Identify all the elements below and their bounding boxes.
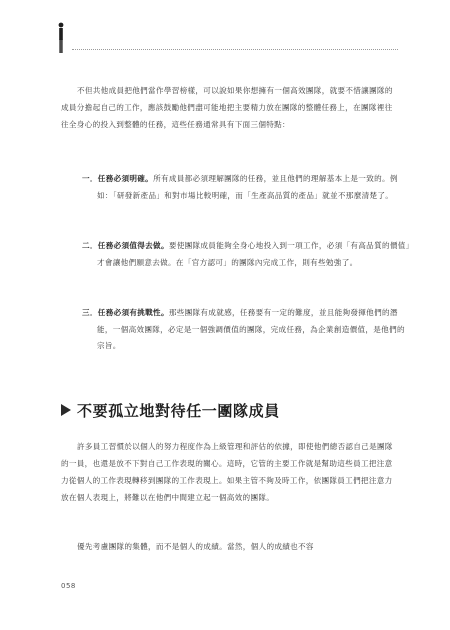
point-lead: 任務必須有挑戰性。 [97,308,169,317]
key-point [82,171,411,204]
body-paragraph: 許多員工習慣於以個人的努力程度作為上級管理和評估的依據，即使他們總否認自己是團隊的一員，也還是放不下對自己工作表現的關心。這時，它管的主要工作就是幫助這些員工把注意力從個人的工作表現轉移到團隊的工作表現上。如果主管不夠及時工作，依團隊員工們把注意力放在個人表現上，將難以在他們中間建立起一個高效的團隊。 [61,442,393,502]
point-lead: 任務必須值得去做。 [97,241,169,250]
point-text: 所有成員都必須理解團隊的任務，並且他們的理解基本上是一致的。例如：「研發新產品」和對市場比較明確，而「生產高品質的產品」就並不那麼清楚了。 [97,174,398,200]
header-rule [72,49,398,50]
section-heading [61,400,397,420]
body-paragraph: 優先考慮團隊的集體，而不是個人的成績。當然，個人的成績也不容 [77,542,314,551]
point-number: 一． [82,174,98,183]
standing-figure-icon [57,22,65,54]
point-number: 二． [82,241,98,250]
page-number: 058 [61,582,76,590]
point-lead: 任務必須明確。 [97,174,154,183]
point-text: 那些團隊有成就感，任務要有一定的難度，並且能夠發揮他們的潛能，一個高效團隊，必定是一個強調價值的團隊，完成任務，為企業創造價值，是他們的宗旨。 [97,308,405,350]
section-title: 不要孤立地對待任一團隊成員 [77,401,280,420]
triangle-bullet-icon [61,404,71,416]
point-text: 要使團隊成員能夠全身心地投入到一項工作，必須「有高品質的價值」才會讓他們願意去做。在「官方認可」的團隊內完成工作，則有些勉強了。 [97,241,410,267]
key-point [82,305,411,355]
header-mark [57,22,65,54]
body-paragraph: 不但共他成員把他們當作學習榜樣，可以說如果你想擁有一個高效團隊，就要不惜讓團隊的成員分擔起自己的工作，應該鼓勵他們盡可能地把主要精力放在團隊的整體任務上，在團隊裡往往全身心的投入到整體的任務，這些任務通常具有下面三個特點： [61,86,393,129]
key-point [82,238,411,271]
point-number: 三． [82,308,98,317]
